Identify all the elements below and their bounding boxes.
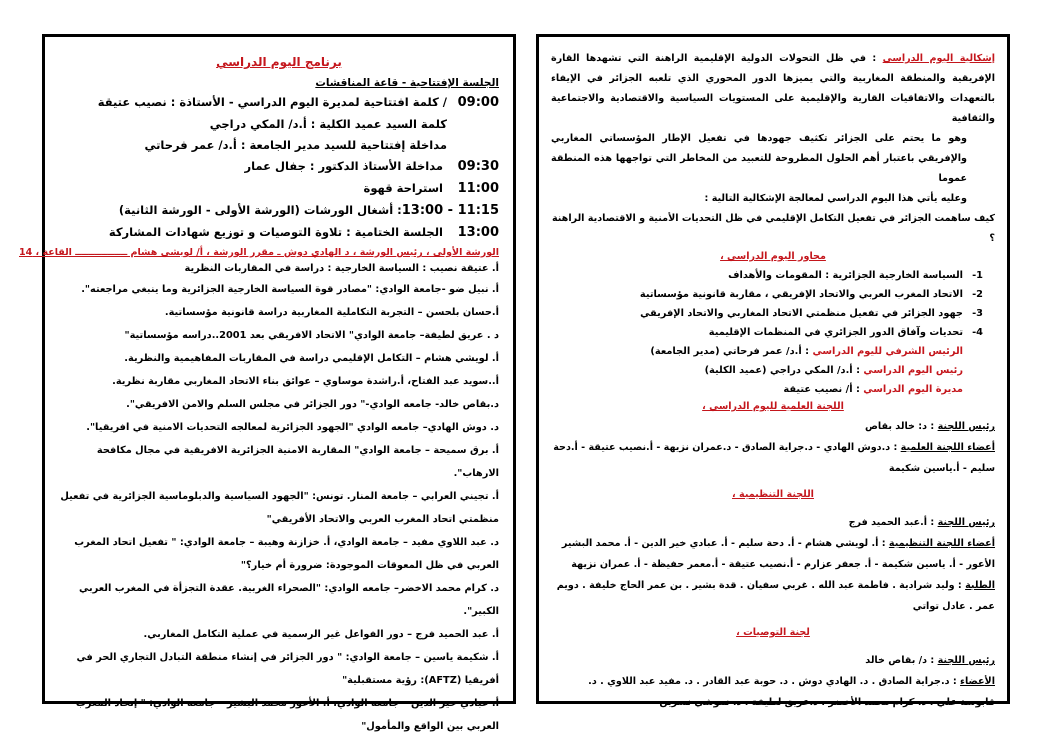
schedule-time: 09:30 — [457, 159, 499, 174]
program-title: برنامج اليوم الدراسي — [216, 55, 342, 69]
axis-text: الاتحاد المغرب العربي والاتحاد الإفريقي ، مقاربة قانونية مؤسساتية — [639, 289, 963, 300]
members-value: : د.جراية الصادق . د. الهادي دوش . د. حوبة عبد القادر . د. مفيد عبد اللاوي . د. قابوسة علي . د. كرام محمد الأخضر . د.عريق لطيفة . د. نموشي نسرين — [588, 676, 995, 708]
students-value: : وليد شرادية . فاطمة عبد الله . غربي سفيان . قدة بشير . بن عمر الحاج خليفة . دويم عمر . عادل تواتي — [556, 580, 995, 612]
members-value: : أ. لويشي هشام - أ. دحة سليم - أ. عبادي خير الدين - أ. محمد البشير الأعور - أ. ياسين شكيمة - أ. جعفر عزارم - أ.نصيب عتيقة - أ.معمر حفيظة - أ. عمران نزيهة — [561, 538, 995, 570]
chair-value: : د: خالد بقاص — [864, 421, 938, 432]
role-line — [551, 342, 995, 361]
list-item: أ.حسان بلحسن – التجربة التكاملية المغاربية دراسة قانونية مؤسساتية. — [164, 307, 499, 318]
list-item: أ. تجيني العرابي – جامعة المنار. تونس: "الجهود السياسية والدبلوماسية الجزائرية في تفعيل منظمتي اتحاد المغرب العربي والاتحاد الأفريقي" — [60, 491, 499, 525]
members-label: أعضاء اللجنة العلمية — [900, 442, 995, 453]
axis-number: 2- — [972, 289, 983, 300]
role-value: : أ.د/ عمر فرحاتي (مدير الجامعة) — [650, 346, 813, 357]
committee-members — [551, 533, 995, 575]
problem-paragraph: وهو ما يحتم على الجزائر تكثيف جهودها في تفعيل الإطار المؤسساتي المغاربي والإفريقي باعتبار أهم الحلول المطروحة للتعبيد من المخاطر التي تواجهها هذه المنطقة عموما — [551, 133, 967, 184]
problem-text: : في ظل التحولات الدولية الإقليمية الراهنة التي تشهدها القارة الإفريقية والمنطقة المغاربية والتي يميزها الدور المحوري الذي تلعبه الجزائر في الإيفاء بالتعهدات والاتفاقيات القارية والإقليمية على المستويات السياسية والاقتصادية والاجتماعية والثقافية — [551, 53, 995, 124]
schedule-item — [59, 159, 499, 174]
chair-value: : أ.عبد الحميد فرج — [848, 517, 938, 528]
axes-heading: محاور اليوم الدراسي ، — [720, 251, 826, 262]
info-panel — [536, 34, 1010, 708]
schedule-item — [59, 225, 499, 240]
committee-chair — [551, 650, 995, 671]
schedule-item — [59, 95, 499, 110]
role-value: : أ/ نصيب عتيقة — [783, 384, 864, 395]
schedule-time: 11:15 - 13:00 — [401, 203, 499, 218]
workshop-entries — [59, 278, 499, 738]
recommendations-committee-heading: لجنة التوصيات ، — [736, 627, 810, 638]
list-item: أ. عبادي خير الدين – جامعة الوادي، أ. الأعور محمد البشير – جامعة الوادي: " إتحاد المغرب العربي بين الواقع والمأمول" — [75, 698, 499, 732]
chair-label: رئيس اللجنة — [937, 517, 995, 528]
list-item — [551, 304, 983, 323]
role-line — [551, 380, 995, 399]
axis-text: السياسة الخارجية الجزائرية : المقومات والأهداف — [728, 270, 963, 281]
workshop-topic: أ. عتيقة نصيب : السياسة الخارجية : دراسة في المقاربات النظرية — [184, 263, 499, 274]
list-item: أ. نبيل ضو -جامعة الوادي: "مصادر قوة السياسة الخارجية الجزائرية وما ينبغي مراجعته". — [81, 284, 499, 295]
list-item — [551, 285, 983, 304]
schedule-text: الجلسة الختامية : تلاوة التوصيات و توزيع شهادات المشاركة — [108, 225, 443, 239]
axis-text: جهود الجزائر في تفعيل منظمتي الاتحاد المغاربي والاتحاد الإفريقي — [640, 308, 963, 319]
role-value: : أ.د/ المكي دراجي (عميد الكلية) — [704, 365, 864, 376]
list-item: د.بقاص خالد- جامعه الوادي-" دور الجزائر في مجلس السلم والامن الافريقي". — [126, 399, 499, 410]
members-label: الأعضاء — [960, 676, 995, 687]
scientific-committee-heading: اللجنة العلمية لليوم الدراسي ، — [702, 401, 844, 412]
schedule-item — [59, 138, 499, 152]
list-item: د. كرام محمد الاخضر– جامعه الوادي: "الصحراء الغربية. عقدة التجزأة في المغرب العربي الكبير". — [79, 583, 499, 617]
problem-statement — [551, 49, 995, 129]
committee-members — [551, 437, 995, 479]
schedule-time: 11:00 — [457, 181, 499, 196]
problem-paragraph: وعليه يأتي هذا اليوم الدراسي لمعالجة الإشكالية التالية : — [704, 193, 967, 204]
list-item: أ. برق سميحة – جامعة الوادي" المقاربة الامنية الجزائرية الافريقية في مجال مكافحة الارهاب". — [96, 445, 499, 479]
list-item: د. دوش الهادي– جامعه الوادي "الجهود الجزائرية لمعالجه التحديات الامنية في افريقيا". — [86, 422, 499, 433]
schedule-text: / كلمة افتتاحية لمديرة اليوم الدراسي - الأستاذة : نصيب عتيقة — [97, 95, 447, 109]
list-item: أ. شكيمة ياسين – جامعة الوادي: " دور الجزائر في إنشاء منطقة التبادل التجاري الحر في أفريقيا (AFTZ): رؤية مستقبلية" — [76, 652, 499, 686]
axis-number: 4- — [972, 327, 983, 338]
problem-label: إشكالية اليوم الدراسي — [882, 53, 995, 64]
schedule-text: استراحة قهوة — [363, 181, 443, 195]
schedule-text: مداخلة الأستاذ الدكتور : جفال عمار — [244, 159, 443, 173]
list-item: أ..سويد عبد الفتاح، أ.راشدة موساوي – عوائق بناء الاتحاد المغاربي مقاربة نظرية. — [112, 376, 499, 387]
role-label: رئيس اليوم الدراسي — [863, 365, 963, 376]
program-panel — [19, 34, 516, 732]
schedule-text: : أشغال الورشات (الورشة الأولى - الورشة الثانية) — [118, 203, 402, 217]
schedule-time: 09:00 — [457, 95, 499, 110]
workshop-header: الورشة الأولى ، رئيس الورشة ، د الهادي دوش ـ مقرر الورشة ، أ/ لويشي هشام ــــــــــــــــ القاعة ، 14 — [19, 247, 499, 258]
chair-label: رئيس اللجنة — [937, 421, 995, 432]
organizing-committee-heading: اللجنة التنظيمية ، — [732, 489, 814, 500]
list-item: د. عبد اللاوي مفيد – جامعة الوادي، أ. خزازنة وهيبة – جامعة الوادي: " تفعيل اتحاد المغرب العربي في ظل المعوقات الموجودة: ضرورة أم خيار؟" — [74, 537, 499, 571]
students-label: الطلبة — [965, 580, 995, 591]
role-label: مديرة اليوم الدراسي — [863, 384, 963, 395]
axis-text: تحديات وآفاق الدور الجزائري في المنظمات الإقليمية — [708, 327, 963, 338]
opening-session-heading: الجلسة الإفتتاحية - قاعة المناقشات — [315, 77, 499, 89]
role-label: الرئيس الشرفي لليوم الدراسي — [812, 346, 963, 357]
axis-number: 1- — [972, 270, 983, 281]
list-item: د . عريق لطيفة– جامعة الوادي" الاتحاد الافريقي بعد 2001..دراسه مؤسساتية" — [124, 330, 499, 341]
list-item — [551, 323, 983, 342]
role-line — [551, 361, 995, 380]
schedule-item — [59, 181, 499, 196]
students-line — [551, 575, 995, 617]
members-value: : د.دوش الهادي - د.جراية الصادق - د.عمران نزيهة - أ.نصيب عتيقة - أ.دحة سليم - أ.ياسين شكيمة — [553, 442, 995, 474]
committee-chair — [551, 512, 995, 533]
schedule-item — [59, 203, 499, 218]
research-question: كيف ساهمت الجزائر في تفعيل التكامل الإقليمي في ظل التحديات الأمنية و الاقتصادية الراهنة ؟ — [551, 213, 995, 244]
chair-value: : د/ بقاص خالد — [865, 655, 938, 666]
list-item: أ. عبد الحميد فرج – دور الفواعل غير الرسمية في عملية التكامل المغاربي. — [143, 629, 499, 640]
committee-chair — [551, 416, 995, 437]
axis-number: 3- — [972, 308, 983, 319]
schedule-text: كلمة السيد عميد الكلية : أ.د/ المكي دراجي — [209, 117, 447, 131]
list-item — [551, 266, 983, 285]
chair-label: رئيس اللجنة — [937, 655, 995, 666]
axes-list — [551, 266, 995, 342]
schedule-time: 13:00 — [457, 225, 499, 240]
schedule-item — [59, 117, 499, 131]
schedule-text: مداخلة إفتتاحية للسيد مدير الجامعة : أ.د/ عمر فرحاتي — [144, 138, 447, 152]
committee-members — [551, 671, 995, 713]
members-label: أعضاء اللجنة التنظيمية — [888, 538, 995, 549]
list-item: أ. لويشي هشام – التكامل الإقليمي دراسة في المقاربات المفاهيمية والنظرية. — [124, 353, 499, 364]
